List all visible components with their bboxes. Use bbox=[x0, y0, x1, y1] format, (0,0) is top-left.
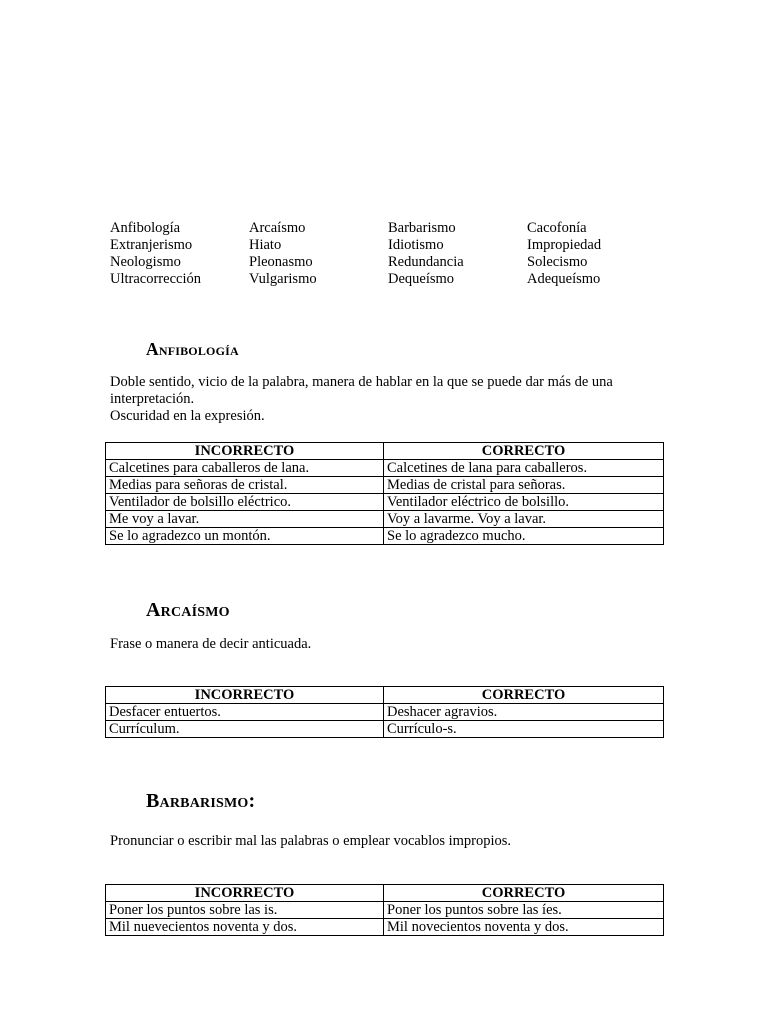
table-header-row bbox=[106, 443, 664, 460]
table-row bbox=[106, 477, 664, 494]
incorrect-cell: Me voy a lavar. bbox=[106, 511, 384, 528]
index-term: Ultracorrección bbox=[110, 271, 201, 287]
incorrect-cell: Desfacer entuertos. bbox=[106, 704, 384, 721]
header-correcto: CORRECTO bbox=[384, 687, 664, 704]
incorrect-cell: Medias para señoras de cristal. bbox=[106, 477, 384, 494]
index-term: Hiato bbox=[249, 237, 282, 253]
comparison-table-anfibologia bbox=[105, 442, 664, 545]
section-definition bbox=[110, 374, 670, 425]
correct-cell: Se lo agradezco mucho. bbox=[384, 528, 664, 545]
table-header-row bbox=[106, 687, 664, 704]
incorrect-cell: Poner los puntos sobre las is. bbox=[106, 902, 384, 919]
index-term: Cacofonía bbox=[527, 220, 587, 236]
table-header-row bbox=[106, 885, 664, 902]
index-term: Anfibología bbox=[110, 220, 181, 236]
table-row bbox=[106, 528, 664, 545]
section-definition bbox=[110, 636, 670, 653]
section-title-anfibologia: Anfibología bbox=[146, 339, 239, 359]
index-term: Impropiedad bbox=[527, 237, 602, 253]
index-term: Extranjerismo bbox=[110, 237, 193, 253]
index-term: Redundancia bbox=[388, 254, 464, 270]
correct-cell: Voy a lavarme. Voy a lavar. bbox=[384, 511, 664, 528]
definition-line: Oscuridad en la expresión. bbox=[110, 408, 265, 424]
index-term: Barbarismo bbox=[388, 220, 456, 236]
section-title-arcaismo: Arcaísmo bbox=[146, 599, 230, 621]
incorrect-cell: Ventilador de bolsillo eléctrico. bbox=[106, 494, 384, 511]
definition-line: Pronunciar o escribir mal las palabras o emplear vocablos impropios. bbox=[110, 833, 512, 849]
table-row bbox=[106, 511, 664, 528]
incorrect-cell: Se lo agradezco un montón. bbox=[106, 528, 384, 545]
index-term: Solecismo bbox=[527, 254, 588, 270]
table-row bbox=[106, 721, 664, 738]
table-row bbox=[106, 460, 664, 477]
index-term: Dequeísmo bbox=[388, 271, 455, 287]
index-term: Idiotismo bbox=[388, 237, 444, 253]
index-term: Pleonasmo bbox=[249, 254, 313, 270]
header-incorrecto: INCORRECTO bbox=[106, 443, 384, 460]
header-correcto: CORRECTO bbox=[384, 885, 664, 902]
incorrect-cell: Mil nuevecientos noventa y dos. bbox=[106, 919, 384, 936]
index-term: Neologismo bbox=[110, 254, 181, 270]
comparison-table-barbarismo bbox=[105, 884, 664, 936]
incorrect-cell: Currículum. bbox=[106, 721, 384, 738]
header-incorrecto: INCORRECTO bbox=[106, 687, 384, 704]
definition-line: Frase o manera de decir anticuada. bbox=[110, 636, 312, 652]
index-term: Vulgarismo bbox=[249, 271, 317, 287]
table-row bbox=[106, 902, 664, 919]
correct-cell: Currículo-s. bbox=[384, 721, 664, 738]
section-title-barbarismo: Barbarismo: bbox=[146, 790, 256, 812]
correct-cell: Calcetines de lana para caballeros. bbox=[384, 460, 664, 477]
definition-line: Doble sentido, vicio de la palabra, manera de hablar en la que se puede dar más de una interpretación. bbox=[110, 374, 613, 407]
table-row bbox=[106, 704, 664, 721]
section-definition bbox=[110, 833, 670, 850]
correct-cell: Ventilador eléctrico de bolsillo. bbox=[384, 494, 664, 511]
correct-cell: Medias de cristal para señoras. bbox=[384, 477, 664, 494]
correct-cell: Poner los puntos sobre las íes. bbox=[384, 902, 664, 919]
header-correcto: CORRECTO bbox=[384, 443, 664, 460]
correct-cell: Mil novecientos noventa y dos. bbox=[384, 919, 664, 936]
incorrect-cell: Calcetines para caballeros de lana. bbox=[106, 460, 384, 477]
terms-index bbox=[110, 220, 670, 288]
comparison-table-arcaismo bbox=[105, 686, 664, 738]
header-incorrecto: INCORRECTO bbox=[106, 885, 384, 902]
index-term: Arcaísmo bbox=[249, 220, 306, 236]
correct-cell: Deshacer agravios. bbox=[384, 704, 664, 721]
table-row bbox=[106, 494, 664, 511]
table-row bbox=[106, 919, 664, 936]
index-term: Adequeísmo bbox=[527, 271, 601, 287]
